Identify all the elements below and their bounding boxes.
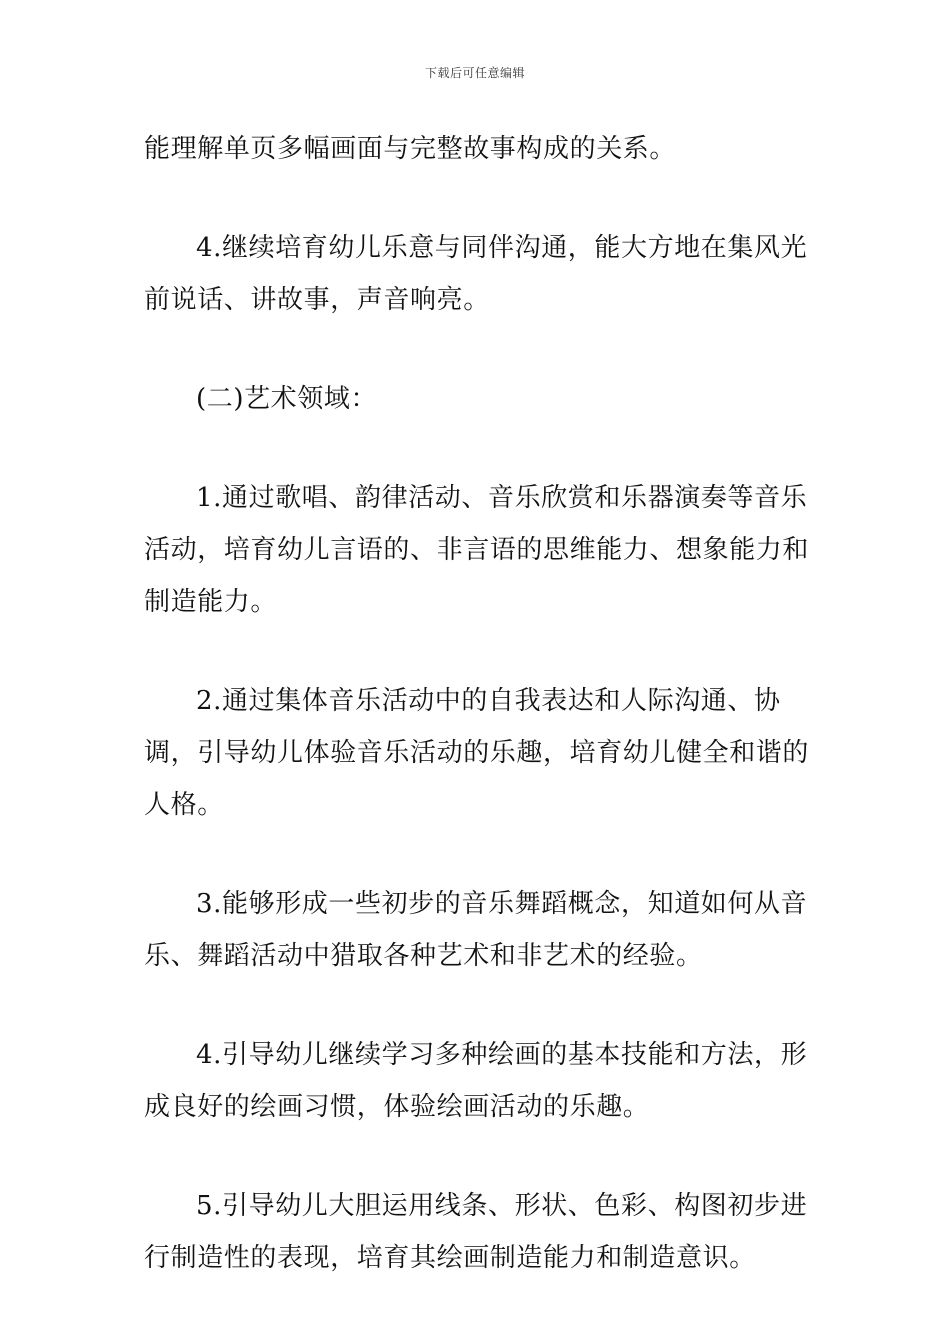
paragraph-art-item-5: 5.引导幼儿大胆运用线条、形状、色彩、构图初步进行制造性的表现，培育其绘画制造能力和制造意识。 <box>144 1191 808 1273</box>
section-heading-art-domain: (二)艺术领域： <box>196 384 378 414</box>
page-header: 下载后可任意编辑 <box>424 66 525 80</box>
document-body <box>144 123 824 1331</box>
paragraph-art-item-4: 4.引导幼儿继续学习多种绘画的基本技能和方法，形成良好的绘画习惯，体验绘画活动的乐趣。 <box>144 1040 808 1122</box>
paragraph-art-item-1: 1.通过歌唱、韵律活动、音乐欣赏和乐器演奏等音乐活动，培育幼儿言语的、非言语的思维能力、想象能力和制造能力。 <box>144 483 810 617</box>
paragraph-language-item-4: 4.继续培育幼儿乐意与同伴沟通，能大方地在集风光前说话、讲故事，声音响亮。 <box>144 233 808 315</box>
paragraph-continuation: 能理解单页多幅画面与完整故事构成的关系。 <box>144 134 677 164</box>
paragraph-art-item-3: 3.能够形成一些初步的音乐舞蹈概念，知道如何从音乐、舞蹈活动中猎取各种艺术和非艺术的经验。 <box>144 889 808 971</box>
paragraph-art-item-2: 2.通过集体音乐活动中的自我表达和人际沟通、协调，引导幼儿体验音乐活动的乐趣，培育幼儿健全和谐的人格。 <box>144 686 810 820</box>
